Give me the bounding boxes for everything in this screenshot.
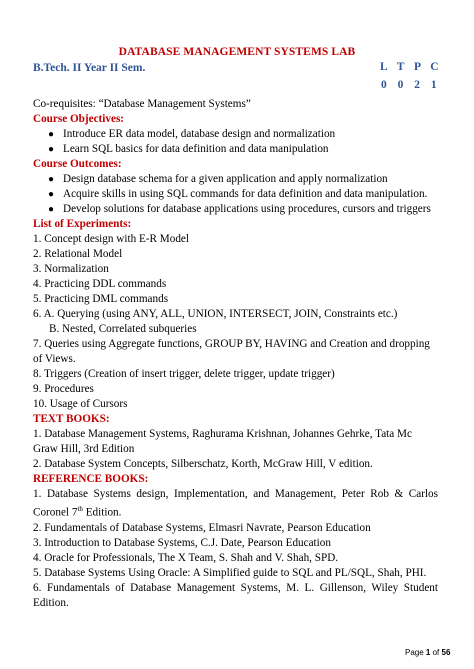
ltpc-header: L T P C <box>380 61 439 73</box>
experiment-item: 8. Triggers (Creation of insert trigger, delete trigger, update trigger) <box>33 368 335 380</box>
document-body <box>33 97 438 611</box>
experiment-item: B. Nested, Correlated subqueries <box>49 323 197 335</box>
objectives-heading: Course Objectives: <box>33 113 125 125</box>
textbook-item: 1. Database Management Systems, Raghurama Krishnan, Johannes Gehrke, Tata Mc Graw Hill, 3rd Edition <box>33 428 412 455</box>
reference-item: 5. Database Systems Using Oracle: A Simplified guide to SQL and PL/SQL, Shah, PHI. <box>33 566 427 579</box>
experiment-item: 4. Practicing DDL commands <box>33 278 167 290</box>
list-item: ● Learn SQL basics for data definition and data manipulation <box>48 143 329 155</box>
bullet-icon: ● <box>48 174 55 185</box>
experiment-item: 3. Normalization <box>33 263 109 275</box>
bullet-icon: ● <box>48 129 55 140</box>
reference-item: 6. Fundamentals of Database Management Systems, M. L. Gillenson, Wiley Student Edition. <box>33 581 438 609</box>
reference-item: 1. Database Systems design, Implementation, and Management, Peter Rob & Carlos Coronel 7th Edition. <box>33 488 438 519</box>
textbook-item: 2. Database System Concepts, Silberschatz, Korth, McGraw Hill, V edition. <box>33 458 373 470</box>
experiment-item: 10. Usage of Cursors <box>33 398 128 410</box>
page-title: DATABASE MANAGEMENT SYSTEMS LAB <box>118 46 356 58</box>
bullet-icon: ● <box>48 204 55 215</box>
outcomes-heading: Course Outcomes: <box>33 158 122 170</box>
list-item: ● Develop solutions for database applications using procedures, cursors and triggers <box>48 203 431 215</box>
course-year-semester: B.Tech. II Year II Sem. <box>33 62 146 74</box>
reference-item: 3. Introduction to Database Systems, C.J. Date, Pearson Education <box>33 536 331 549</box>
references-heading: REFERENCE BOOKS: <box>33 473 149 485</box>
experiment-item: 9. Procedures <box>33 383 94 395</box>
page-number: Page 1 of 56 <box>405 648 451 657</box>
experiment-item: 1. Concept design with E-R Model <box>33 233 189 245</box>
list-item: ● Introduce ER data model, database design and normalization <box>48 128 336 140</box>
bullet-icon: ● <box>48 144 55 155</box>
experiment-item: 6. A. Querying (using ANY, ALL, UNION, INTERSECT, JOIN, Constraints etc.) <box>33 308 398 320</box>
experiments-heading: List of Experiments: <box>33 218 132 230</box>
list-item: ● Design database schema for a given application and apply normalization <box>48 173 388 185</box>
experiment-item: 2. Relational Model <box>33 248 123 260</box>
ltpc-values: 0 0 2 1 <box>381 79 437 91</box>
reference-item: 2. Fundamentals of Database Systems, Elmasri Navrate, Pearson Education <box>33 521 371 534</box>
experiment-item: 7. Queries using Aggregate functions, GROUP BY, HAVING and Creation and dropping of Views. <box>33 338 430 365</box>
textbooks-heading: TEXT BOOKS: <box>33 413 110 425</box>
experiment-item: 5. Practicing DML commands <box>33 293 169 305</box>
list-item: ● Acquire skills in using SQL commands for data definition and data manipulation. <box>48 188 428 200</box>
bullet-icon: ● <box>48 189 55 200</box>
corequisites: Co-requisites: “Database Management Systems” <box>33 98 251 110</box>
reference-item: 4. Oracle for Professionals, The X Team, S. Shah and V. Shah, SPD. <box>33 551 339 564</box>
